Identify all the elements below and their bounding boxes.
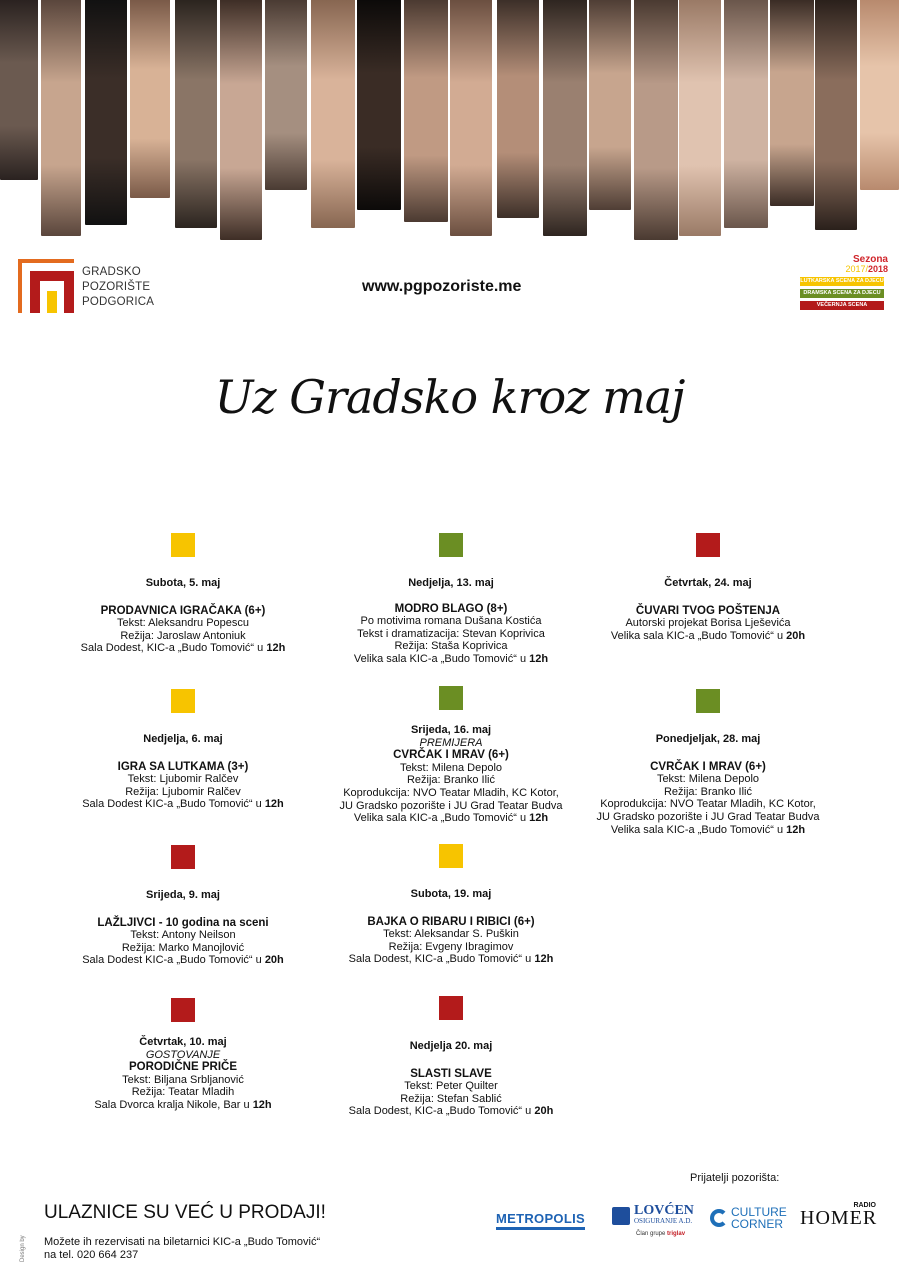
season-legend [798,254,888,310]
event-time: 20h [264,954,284,967]
radio-text: RADIO [853,1202,876,1209]
event-time: 12h [529,812,549,825]
event-line: Tekst: Milena Depolo [399,761,503,774]
portrait-strip [634,0,678,240]
event-time: 12h [529,652,549,665]
season-years-a: 2017/ [845,264,868,274]
venue-text: Sala Dodest, KIC-a „Budo Tomović“ u [80,642,267,655]
portrait-strip [770,0,814,206]
event-card [573,689,843,836]
sponsor-metropolis-logo [496,1211,585,1230]
event-line: Režija: Teatar Mladih [131,1086,235,1099]
event-date: Ponedjeljak, 28. maj [655,733,761,745]
drama-children-marker [696,689,720,713]
logo-line-3: PODGORICA [82,296,155,308]
event-line: Režija: Stefan Sablić [400,1092,502,1105]
event-time: 20h [534,1105,554,1118]
portrait-strip [220,0,262,240]
event-line: Režija: Marko Manojlović [121,941,245,954]
event-venue [316,953,586,966]
portrait-strip [175,0,217,228]
reservation-info [44,1236,320,1262]
event-date: Četvrtak, 24. maj [664,577,752,589]
legend-puppet-scene: LUTKARSKA SCENA ZA DJECU [800,278,884,284]
event-date: Subota, 5. maj [145,577,221,589]
event-date: Subota, 19. maj [410,888,492,900]
portrait-strip [357,0,401,210]
event-time: 12h [786,823,806,836]
event-date: Nedjelja, 6. maj [143,733,223,745]
event-venue [316,812,586,825]
event-line: Tekst i dramatizacija: Stevan Koprivica [357,627,545,640]
lovcen-member: Član grupe [636,1231,666,1237]
event-title: IGRA SA LUTKAMA (3+) [117,760,249,773]
event-tag: PREMIJERA [419,736,483,749]
event-title: CVRČAK I MRAV (6+) [393,749,509,762]
event-card [48,689,318,811]
event-venue [48,798,318,811]
portrait-strip [450,0,492,236]
drama-children-marker [439,686,463,710]
event-title: MODRO BLAGO (8+) [394,602,508,615]
event-card [316,844,586,966]
event-title: LAŽLJIVCI - 10 godina na sceni [97,916,269,929]
event-line: JU Gradsko pozorište i JU Grad Teatar Budva [339,799,563,812]
portrait-strip [41,0,81,236]
tickets-heading: ULAZNICE SU VEĆ U PRODAJI! [44,1202,326,1223]
culture-text: CULTURE [731,1205,787,1219]
reservation-line-1: Možete ih rezervisati na biletarnici KIC-a „Budo Tomović“ [44,1236,321,1248]
event-card [316,996,586,1118]
event-venue [573,630,843,643]
event-card [48,533,318,655]
event-tag: GOSTOVANJE [145,1048,221,1061]
triglav-text: triglav [667,1231,686,1237]
portrait-strip [130,0,170,198]
event-date: Srijeda, 9. maj [146,889,220,901]
event-venue [573,824,843,837]
event-line: Koprodukcija: NVO Teatar Mladih, KC Kotor, [600,798,816,811]
sponsor-culture-corner-logo [710,1206,787,1230]
event-time: 12h [264,798,284,811]
legend-evening-scene: VEČERNJA SCENA [800,301,884,310]
event-line: Režija: Evgeny Ibragimov [388,940,514,953]
event-date: Četvrtak, 10. maj [139,1036,227,1048]
evening-scene-marker [696,533,720,557]
portrait-strip [815,0,857,230]
logo-line-2: POZORIŠTE [82,281,151,293]
portrait-strip [589,0,631,210]
corner-text: CORNER [731,1217,784,1231]
event-line: Tekst: Peter Quilter [404,1080,498,1093]
reservation-phone: na tel. 020 664 237 [44,1249,139,1261]
actor-portrait-banner [0,0,899,245]
event-card [573,533,843,642]
event-title: BAJKA O RIBARU I RIBICI (6+) [367,915,535,928]
event-card [316,686,586,825]
puppet-scene-marker [171,533,195,557]
evening-scene-marker [439,996,463,1020]
event-line: Režija: Ljubomir Ralčev [125,785,241,798]
portrait-strip [0,0,38,180]
venue-text: Sala Dodest KIC-a „Budo Tomović“ u [82,954,265,967]
event-card [316,533,586,666]
event-time: 20h [786,629,806,642]
event-venue [316,653,586,666]
drama-children-marker [439,533,463,557]
venue-text: Sala Dodest, KIC-a „Budo Tomović“ u [348,1105,535,1118]
homer-text: HOMER [800,1207,878,1229]
portrait-strip [311,0,355,228]
friends-label: Prijatelji pozorišta: [690,1172,780,1184]
venue-text: Velika sala KIC-a „Budo Tomović“ u [353,652,530,665]
event-time: 12h [534,953,554,966]
event-title: ČUVARI TVOG POŠTENJA [635,604,781,617]
evening-scene-marker [171,845,195,869]
event-card [48,998,318,1112]
page-title: Uz Gradsko kroz maj [214,370,685,424]
event-line: Tekst: Aleksandru Popescu [116,617,250,630]
evening-scene-marker [171,998,195,1022]
event-date: Nedjelja 20. maj [409,1040,493,1052]
event-time: 12h [266,642,286,655]
portrait-strip [265,0,307,190]
event-line: Tekst: Ljubomir Ralčev [127,773,239,786]
theatre-logo-icon [18,259,74,313]
website-link[interactable]: www.pgpozoriste.me [362,278,522,295]
event-title: PORODIČNE PRIČE [129,1061,237,1074]
puppet-scene-marker [171,689,195,713]
portrait-strip [85,0,127,225]
legend-drama-children: DRAMSKA SCENA ZA DJECU [800,289,884,298]
event-title: PRODAVNICA IGRAČAKA (6+) [100,604,266,617]
event-line: Tekst: Aleksandar S. Puškin [383,928,519,941]
event-line: Autorski projekat Borisa Lješevića [625,617,791,630]
puppet-scene-marker [439,844,463,868]
event-card [48,845,318,967]
season-title: Sezona [852,254,888,265]
event-line: Koprodukcija: NVO Teatar Mladih, KC Kotor, [343,786,559,799]
portrait-strip [679,0,721,236]
event-venue [316,1105,586,1118]
event-venue [48,1099,318,1112]
event-line: Režija: Branko Ilić [663,785,753,798]
venue-text: Sala Dodest KIC-a „Budo Tomović“ u [82,798,265,811]
event-line: Tekst: Biljana Srbljanović [122,1073,244,1086]
logo-line-1: GRADSKO [82,266,141,278]
event-title: SLASTI SLAVE [410,1067,492,1080]
event-venue [48,642,318,655]
portrait-strip [860,0,899,190]
event-line: Režija: Staša Koprivica [394,640,508,653]
venue-text: Velika sala KIC-a „Budo Tomović“ u [610,823,787,836]
sponsor-lovcen-logo [612,1205,694,1237]
venue-text: Velika sala KIC-a „Budo Tomović“ u [353,812,530,825]
season-years [798,264,888,274]
event-line: Tekst: Milena Depolo [656,773,760,786]
venue-text: Sala Dodest, KIC-a „Budo Tomović“ u [348,953,535,966]
swirl-icon [710,1209,728,1227]
event-line: Po motivima romana Dušana Kostića [360,615,542,628]
design-credit: Design by [20,1235,26,1262]
venue-text: Velika sala KIC-a „Budo Tomović“ u [610,629,787,642]
portrait-strip [497,0,539,218]
event-time: 12h [252,1098,272,1111]
venue-text: Sala Dvorca kralja Nikole, Bar u [94,1098,253,1111]
theatre-name [82,265,154,310]
event-date: Srijeda, 16. maj [410,724,492,736]
event-line: JU Gradsko pozorište i JU Grad Teatar Budva [596,810,820,823]
lovcen-title: LOVĆEN [634,1203,694,1218]
globe-icon [612,1207,630,1225]
portrait-strip [404,0,448,222]
sponsor-radio-homer-logo [800,1202,876,1227]
event-venue [48,954,318,967]
event-line: Tekst: Antony Neilson [130,929,236,942]
season-years-b: 2018 [867,264,888,274]
event-date: Nedjelja, 13. maj [408,577,494,589]
lovcen-subtitle: OSIGURANJE A.D. [634,1217,693,1225]
event-line: Režija: Jaroslaw Antoniuk [120,629,246,642]
portrait-strip [543,0,587,236]
metropolis-text: METROPOLIS [496,1211,585,1226]
event-title: CVRČAK I MRAV (6+) [650,760,766,773]
event-line: Režija: Branko Ilić [406,774,496,787]
portrait-strip [724,0,768,228]
